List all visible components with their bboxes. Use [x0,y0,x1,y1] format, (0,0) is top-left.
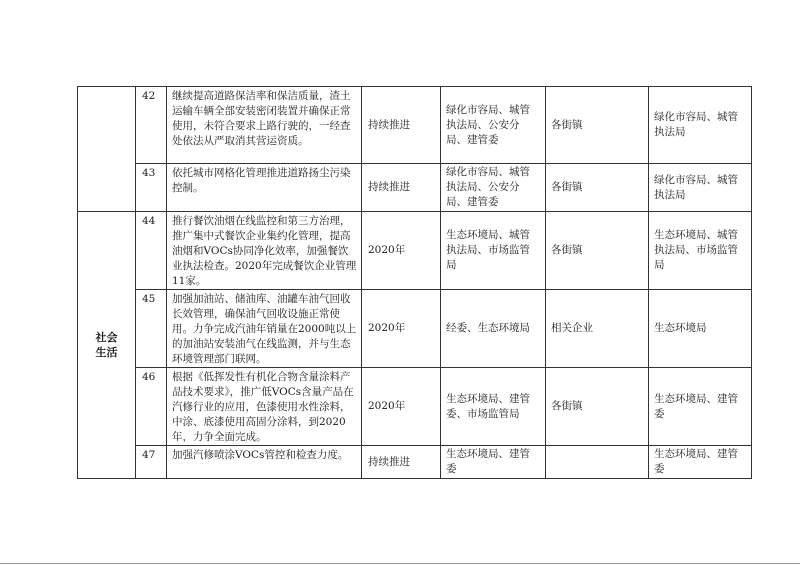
implementer-cell: 各街镇 [546,164,649,212]
item-number: 42 [136,87,167,164]
timeline-cell: 2020年 [362,368,441,446]
measure-description: 依托城市网格化管理推进道路扬尘污染控制。 [167,164,362,212]
lead-department-cell: 经委、生态环境局 [441,290,546,368]
table-row [78,164,752,212]
lead-department-cell: 绿化市容局、城管执法局、公安分局、建管委 [441,164,546,212]
item-number: 47 [136,446,167,479]
implementer-cell: 相关企业 [546,290,649,368]
table-row [78,446,752,479]
category-cell [78,87,136,212]
table-row [78,212,752,290]
supervisor-cell: 绿化市容局、城管执法局 [649,87,752,164]
supervisor-cell: 生态环境局、建管委 [649,446,752,479]
implementer-cell: 各街镇 [546,87,649,164]
item-number: 44 [136,212,167,290]
measure-description: 继续提高道路保洁率和保洁质量，渣土运输车辆全部安装密闭装置并确保正常使用，未符合要求上路行驶的，一经查处依法从严取消其营运资质。 [167,87,362,164]
lead-department-cell: 生态环境局、建管委 [441,446,546,479]
measure-description: 加强加油站、储油库、油罐车油气回收长效管理，确保油气回收设施正常使用。力争完成汽油年销量在2000吨以上的加油站安装油气在线监测，并与生态环境管理部门联网。 [167,290,362,368]
timeline-cell: 2020年 [362,290,441,368]
lead-department-cell: 绿化市容局、城管执法局、公安分局、建管委 [441,87,546,164]
timeline-cell: 持续推进 [362,87,441,164]
timeline-cell: 持续推进 [362,164,441,212]
implementer-cell: 各街镇 [546,368,649,446]
measure-description: 根据《低挥发性有机化合物含量涂料产品技术要求》，推广低VOCs含量产品在汽修行业的应用，色漆使用水性涂料，中涂、底漆使用高固分涂料，到2020年，力争全面完成。 [167,368,362,446]
table-row [78,87,752,164]
item-number: 45 [136,290,167,368]
measures-table [77,86,752,479]
lead-department-cell: 生态环境局、城管执法局、市场监管局 [441,212,546,290]
supervisor-cell: 绿化市容局、城管执法局 [649,164,752,212]
supervisor-cell: 生态环境局 [649,290,752,368]
item-number: 43 [136,164,167,212]
scan-edge-line [0,563,800,564]
implementer-cell [546,446,649,479]
item-number: 46 [136,368,167,446]
lead-department-cell: 生态环境局、建管委、市场监管局 [441,368,546,446]
timeline-cell: 2020年 [362,212,441,290]
supervisor-cell: 生态环境局、城管执法局、市场监管局 [649,212,752,290]
measure-description: 推行餐饮油烟在线监控和第三方治理，推广集中式餐饮企业集约化管理，提高油烟和VOCs协同净化效率，加强餐饮业执法检查。2020年完成餐饮企业管理11家。 [167,212,362,290]
table-row [78,290,752,368]
measure-description: 加强汽修喷涂VOCs管控和检查力度。 [167,446,362,479]
implementer-cell: 各街镇 [546,212,649,290]
supervisor-cell: 生态环境局、建管委 [649,368,752,446]
category-cell: 社会生活 [78,212,136,479]
table-row [78,368,752,446]
timeline-cell: 持续推进 [362,446,441,479]
